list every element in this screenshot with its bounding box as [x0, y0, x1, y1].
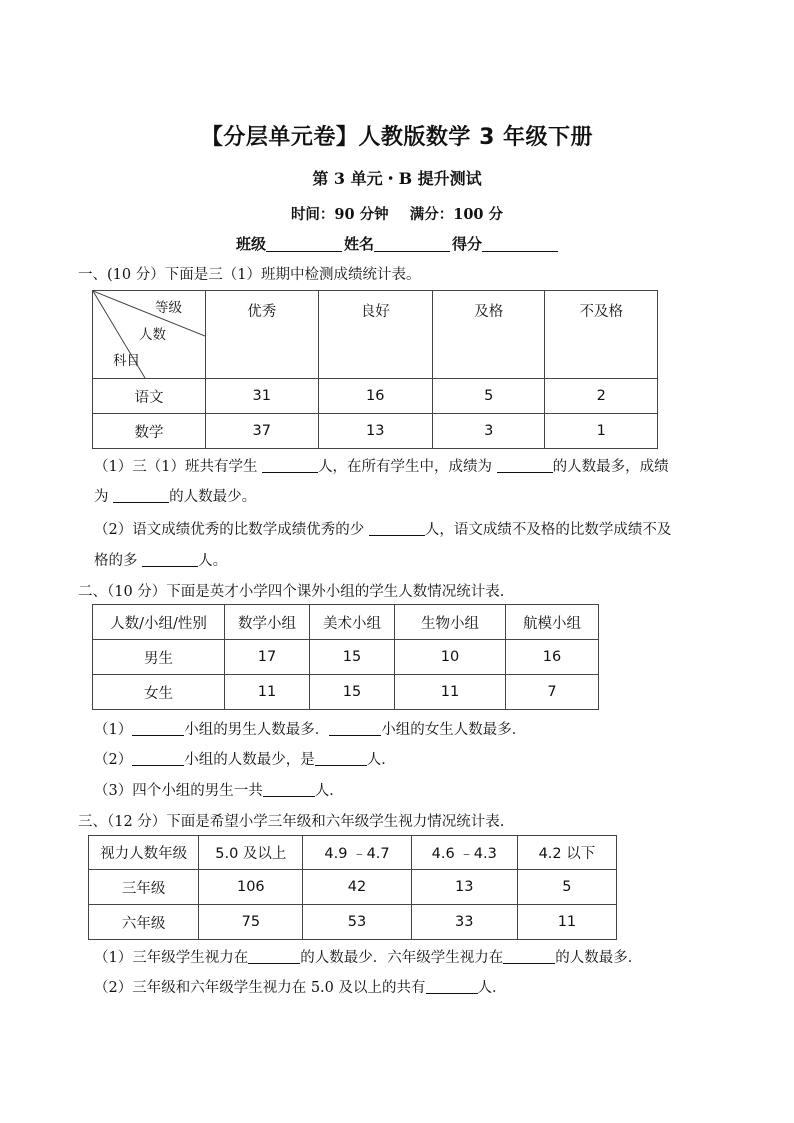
- q2-col-header: 生物小组: [395, 605, 506, 640]
- q3-cell: 13: [411, 870, 517, 905]
- q1-blank-fail-diff[interactable]: [142, 552, 198, 567]
- table-row: [93, 605, 599, 640]
- q3-header-cell: 视力人数年级: [89, 836, 199, 870]
- q2-cell: 17: [225, 640, 310, 675]
- table-row: [93, 379, 658, 414]
- q2-col-header: 航模小组: [506, 605, 599, 640]
- q2-header-cell: 人数/小组/性别: [93, 605, 225, 640]
- q1-sub2-line1: （2）语文成绩优秀的比数学成绩优秀的少 人，语文成绩不及格的比数学成绩不及: [94, 522, 672, 538]
- q1-cell: 37: [206, 414, 319, 449]
- q1-blank-most[interactable]: [497, 458, 553, 473]
- q1-blank-excellent-diff[interactable]: [369, 521, 425, 536]
- class-label: 班级: [236, 235, 267, 253]
- q3-cell: 42: [303, 870, 411, 905]
- q2-cell: 16: [506, 640, 599, 675]
- q3-cell: 106: [199, 870, 303, 905]
- q1-row-label: 数学: [93, 414, 206, 449]
- q1-diag-top: 等级: [155, 300, 182, 316]
- q3-sub2: （2）三年级和六年级学生视力在 5.0 及以上的共有 人．: [94, 980, 507, 996]
- q1-blank-total[interactable]: [262, 458, 318, 473]
- exam-total-score: 满分：100 分: [409, 206, 504, 223]
- q3-cell: 53: [303, 905, 411, 940]
- q3-cell: 11: [517, 905, 616, 940]
- name-blank[interactable]: [374, 236, 450, 252]
- q1-cell: 5: [433, 379, 545, 414]
- q2-sub2: （2） 小组的人数最少，是 人．: [94, 752, 396, 768]
- q1-cell: 31: [206, 379, 319, 414]
- q2-cell: 15: [310, 675, 395, 710]
- q2-cell: 11: [395, 675, 506, 710]
- student-info-fields: [236, 233, 560, 254]
- q3-cell: 33: [411, 905, 517, 940]
- q2-row-label: 女生: [93, 675, 225, 710]
- q1-diag-mid: 人数: [139, 327, 166, 343]
- q1-blank-least[interactable]: [113, 488, 169, 503]
- q2-blank-least-count[interactable]: [315, 751, 367, 766]
- q2-col-header: 数学小组: [225, 605, 310, 640]
- q3-blank-grade6-most[interactable]: [503, 949, 555, 964]
- q1-table: [92, 290, 658, 449]
- q3-row-label: 三年级: [89, 870, 199, 905]
- q3-table: [88, 835, 617, 940]
- q1-sub1-line1: （1）三（1）班共有学生 人，在所有学生中，成绩为 的人数最多，成绩: [94, 459, 669, 475]
- q2-col-header: 美术小组: [310, 605, 395, 640]
- q1-cell: 3: [433, 414, 545, 449]
- q2-sub1: （1） 小组的男生人数最多． 小组的女生人数最多．: [94, 722, 527, 738]
- exam-time: 时间：90 分钟: [290, 206, 389, 223]
- name-label: 姓名: [344, 235, 375, 253]
- table-row: [89, 836, 617, 870]
- q1-cell: 2: [545, 379, 658, 414]
- table-row: [89, 905, 617, 940]
- q2-blank-least-group[interactable]: [132, 751, 184, 766]
- table-row: [93, 291, 658, 379]
- q3-col-header: 4.6 ﹣4.3: [411, 836, 517, 870]
- q3-cell: 5: [517, 870, 616, 905]
- q1-cell: 13: [318, 414, 433, 449]
- q1-col-header: 不及格: [545, 291, 658, 379]
- q1-col-header: 及格: [433, 291, 545, 379]
- q3-cell: 75: [199, 905, 303, 940]
- table-row: [93, 640, 599, 675]
- q1-sub1-line2: 为 的人数最少。: [94, 489, 257, 505]
- q3-col-header: 4.9 ﹣4.7: [303, 836, 411, 870]
- q1-diagonal-header-cell: [93, 291, 206, 379]
- class-blank[interactable]: [266, 236, 342, 252]
- q2-blank-boys-most[interactable]: [132, 721, 184, 736]
- q3-col-header: 4.2 以下: [517, 836, 616, 870]
- q2-cell: 7: [506, 675, 599, 710]
- q1-sub2-line2: 格的多 人。: [94, 553, 228, 569]
- q1-col-header: 良好: [318, 291, 433, 379]
- q2-heading: 二、（10 分）下面是英才小学四个课外小组的学生人数情况统计表.: [78, 584, 505, 600]
- q2-sub3: （3）四个小组的男生一共 人．: [94, 783, 344, 799]
- q1-col-header: 优秀: [206, 291, 319, 379]
- page-subtitle: 第 3 单元・B 提升测试: [312, 169, 482, 188]
- q1-row-label: 语文: [93, 379, 206, 414]
- q2-row-label: 男生: [93, 640, 225, 675]
- q3-sub1: （1）三年级学生视力在 的人数最少．六年级学生视力在 的人数最多．: [94, 950, 643, 966]
- q1-cell: 16: [318, 379, 433, 414]
- q1-heading: 一、(10 分）下面是三（1）班期中检测成绩统计表。: [78, 267, 421, 283]
- score-label: 得分: [452, 235, 483, 253]
- q2-cell: 15: [310, 640, 395, 675]
- q2-blank-girls-most[interactable]: [329, 721, 381, 736]
- q2-table: [92, 604, 599, 710]
- q3-heading: 三、（12 分）下面是希望小学三年级和六年级学生视力情况统计表.: [78, 814, 505, 830]
- q3-blank-grade3-least[interactable]: [248, 949, 300, 964]
- q2-cell: 10: [395, 640, 506, 675]
- page-title: 【分层单元卷】人教版数学 3 年级下册: [200, 125, 594, 150]
- q2-cell: 11: [225, 675, 310, 710]
- q3-row-label: 六年级: [89, 905, 199, 940]
- q2-blank-boys-total[interactable]: [263, 782, 315, 797]
- table-row: [93, 675, 599, 710]
- q1-diag-bottom: 科目: [113, 353, 140, 369]
- q3-blank-total-50[interactable]: [426, 979, 478, 994]
- exam-meta: [0, 203, 794, 224]
- q3-col-header: 5.0 及以上: [199, 836, 303, 870]
- q1-cell: 1: [545, 414, 658, 449]
- score-blank[interactable]: [482, 236, 558, 252]
- table-row: [93, 414, 658, 449]
- table-row: [89, 870, 617, 905]
